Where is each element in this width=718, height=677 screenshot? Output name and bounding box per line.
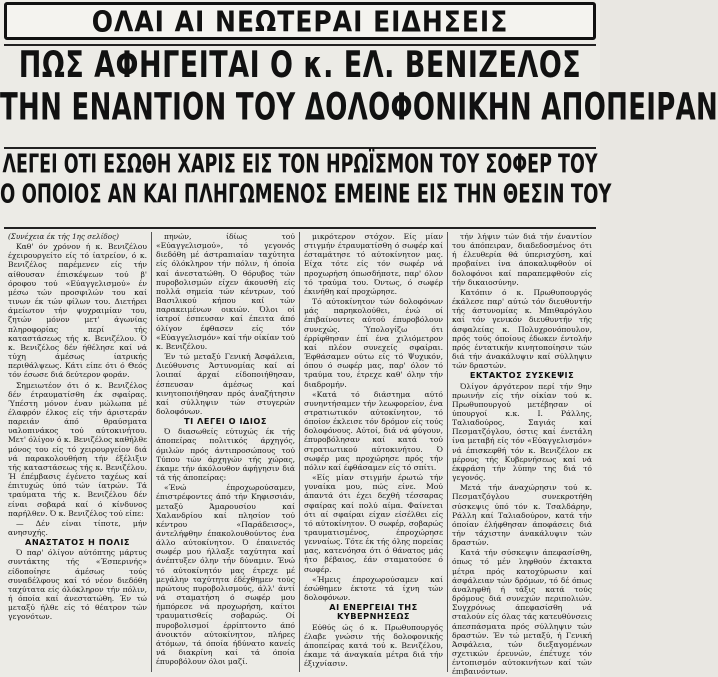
paragraph: Κατόπιν ό κ. Πρωθυπουργός έκάλεσε παρ' αύτώ τόν διευθυντήν τής άστυνομίας κ. Μπιθαρόγλου καί τόν γενικόν διευθυντήν τής άσφαλείας κ. Πολυχρονόπουλον, πρός τούς όποίους έδωκεν έντολήν πρός έντατικήν κινητοποίησιν τών διά τήν άνακάλυψιν καί σύλληψιν τών δραστών. xyxy=(452,287,592,371)
paragraph: «Κατά τό διάστημα αύτό συνηντήσαμεν τήν λεωφορείον, ένα στρατιωτικόν αύτοκίνητον, τό όποίον έκλεισε τόν δρόμον είς τούς δολοφόνους. Αύτοί, διά νά φύγουν, έπυροβόλησαν καί κατά τού στρατιωτικού αύτοκινήτου. Ό σωφέρ μας προχώρησε πρός τήν πόλιν καί έφθάσαμεν είς τό σπίτι. xyxy=(304,389,443,472)
section-heading: ΑΙ ΕΝΕΡΓΕΙΑΙ ΤΗΣ ΚΥΒΕΡΝΗΣΕΩΣ xyxy=(329,602,418,622)
paragraph: πηνών, ίδίως τού «Εύαγγελισμού», τό γεγονός διεδόθη μέ άστραπιαίαν ταχύτητα είς όλόκληρον τήν πόλιν, ή όποία καί άνεστατώθη. Ό θόρυβος τών πυροβολισμών είχεν άκουσθή είς πολλά σημεία τών κέντρων, τού Βασιλικού κήπου καί τών παρακειμένων οικιών. Όλοι οί ίατροί έσπευσαν καί έπειτα άπό όλίγον έφθασεν είς τόν «Εύαγγελισμόν» καί τήν οίκίαν τού κ. Βενιζέλου. xyxy=(156,232,295,351)
paragraph: Ό διασωθείς εύτυχώς έκ τής άποπείρας πολιτικός άρχηγός, όμιλών πρός άντιπροσώπους τού Τύπου τών άρχηγών τής χώρας, έκαμε τήν άκόλουθον άφήγησιν διά τά τής άποπείρας: xyxy=(156,427,295,483)
subheadline-line-2: Ο ΟΠΟΙΟΣ ΑΝ ΚΑΙ ΠΛΗΓΩΜΕΝΟΣ ΕΜΕΙΝΕ ΕΙΣ ΤΗΝ ΘΕΣΙΝ ΤΟΥ xyxy=(0,179,612,210)
article-column-3 xyxy=(300,232,448,672)
article-columns xyxy=(4,232,596,677)
section-heading: ΕΚΤΑΚΤΟΣ ΣΥΣΚΕΨΙΣ xyxy=(469,370,575,381)
article-column-4 xyxy=(448,232,596,677)
paragraph: Τό αύτοκίνητον τών δολοφόνων μάς παρηκολούθει, ένώ οί έπιβαίνοντες αύτού έπυροβόλουν συνεχώς. Ύπολογίζω ότι έρρίφθησαν έπί ένα χιλιόμετρον καί πλέον συνεχείς σφαίραι. Έφθάσαμεν ούτω είς τό Ψυχικόν, όπου ό σωφέρ μας, παρ' όλον τό τραύμα του, έτρεχε καθ' όλην τήν διαδρομήν. xyxy=(304,297,443,389)
paragraph: «Ήμεις έπροχωρούσαμεν καί έσώθημεν έκτοτε τά ίχνη τών δολοφόνων. xyxy=(304,574,443,603)
paragraph: Εύθύς ώς ό κ. Πρωθυπουργός έλαβε γνώσιν τής δολοφονικής άποπείρας κατά τού κ. Βενιζέλου, έκαμε τά άναγκαία μέτρα διά τήν έξιχνίασιν. xyxy=(304,622,443,669)
section-heading: ΤΙ ΛΕΓΕΙ Ο ΙΔΙΟΣ xyxy=(184,416,267,427)
section-heading: ΑΝΑΣΤΑΤΟΣ Η ΠΟΛΙΣ xyxy=(24,537,131,548)
paragraph: «Είς μίαν στιγμήν έρωτώ τήν γυναίκα μου, πώς είνε. Μού άπαντά ότι έχει δεχθή τέσσαρας σφαίρας καί πολύ αίμα. Φαίνεται ότι αί σφαίραι είχαν είσέλθει είς τό αύτοκίνητον. Ό σωφέρ, σοβαρώς τραυματισμένος, έπροχώρησε γενναίως. Τότε έκ τής όλης πορείας μας, κατενόησα ότι ό θάνατος μάς ήτο βέβαιος, έάν σταματούσε ό σωφέρ. xyxy=(304,473,443,574)
banner-title: ΟΛΑΙ ΑΙ ΝΕΩΤΕΡΑΙ ΕΙΔΗΣΕΙΣ xyxy=(91,4,509,38)
paragraph: Καθ' όν χρόνον ή κ. Βενιζέλου έχειρουργείτο είς τό ίατρείον, ό κ. Βενιζέλος παρέμενεν είς τήν αίθουσαν έπισκέψεων τού β' όροφου τού «Εύαγγελισμού» έν μέσω τών προσφιλών του καί τινων έκ τών φίλων του. Διετήρει άμείωτον τήν ψυχραιμίαν του, ζητών μόνον μετ' άγωνίας πληροφορίας περί τής καταστάσεως τής κ. Βενιζέλου. Ό κ. Βενιζέλος δέν ήθέλησε καί νά τύχη άμέσως ίατρικής περιθάλψεως. Κάτι είπε ότι ό Θεός τόν έσωσε διά δεύτερον φοράν. xyxy=(8,242,147,380)
paragraph: — Δέν είναι τίποτε, μήν ανησυχής. xyxy=(8,518,147,537)
paragraph: Μετά τήν άναχώρησιν τού κ. Πεσματζόγλου συνεκροτήθη σύσκεψις ύπό τόν κ. Τσαλδάρην, Ράλλη καί Ταλιαδούρον, κατά τήν όποίαν έλήφθησαν άποφάσεις διά τήν τάχιστην άνακάλυψιν τών δραστών. xyxy=(452,483,592,548)
article-column-2 xyxy=(152,232,300,672)
paragraph: «Ένώ έπροχωρούσαμεν, έπιστρέφοντες άπό τήν Κηφισσιάν, μεταξύ Άμαρουσίου καί Χαλανδρίου καί πλησίον τού κέντρου «Παράδεισος», άντελήφθην έπακολουθούντος ένα άλλο αύτοκίνητον. Ό έπαινετός σωφέρ μου ήλλαξε ταχύτητα καί άνέπτυξεν όλην τήν δύναμιν. Ένώ τό αύτοκίνητόν μας έτρεχε μέ μεγάλην ταχύτητα έδέχθημεν τούς πρώτους πυροβολισμούς, άλλ' άντί νά σταματήση ό σωφέρ μου ήμπόρεσε νά προχωρήση, καίτοι τραυματισθείς σοβαρώς. Οί πυροβολισμοί έρρίπτοντο άπό άνοικτόν αύτοκίνητον, πλήρες άτόμων, τά όποία ήδύνατο κανείς νά διακρίνη καί τά όποία έπυροβόλουν όλοι μαζί. xyxy=(156,483,295,667)
news-banner xyxy=(4,2,596,40)
paragraph: Έν τώ μεταξύ Γενική Άσφάλεια, Διεύθυνσις Άστυνομίας καί αί λοιπαί άρχαί είδοποιήθησαν, έσπευσαν άμέσως καί κινητοποιήθησαν πρός άναζήτησιν καί σύλληψιν τών στυγερών δολοφόνων. xyxy=(156,352,295,416)
paragraph: Σημειωτέον ότι ό κ. Βενιζέλος δέν έτραυματίσθη έκ σφαίρας. Ύπέστη μόνον έναν μώλωπα μέ έλαφρόν έλκος είς τήν άριστεράν παρειάν άπό θραύσματα υαλοπινάκος τού αύτοκινήτου. Μετ' όλίγον ό κ. Βενιζέλος καθήλθε μόνος του είς τό χειρουργείον διά νά παρακολουθήση τήν έξέλιξιν τής καταστάσεως τής κ. Βενιζέλου. Ή έπέμβασις έγένετο ταχέως καί έπιτυχώς ύπό τών ίατρών. Τά τραύματα τής κ. Βενιζέλου δέν είναι σοβαρά καί ό κίνδυνος παρήλθεν. Ό κ. Βενιζέλος τού είπε: xyxy=(8,380,147,518)
divider xyxy=(4,227,596,229)
paragraph: Κατά τήν σύσκεψιν άπεφασίσθη, όπως τό μέν ληφθούν έκτακτα μέτρα πρός κατοχύρωσιν καί άσφάλειαν τών δρόμων, τό δέ όπως άναληφθή ή τάξις κατά τούς δρόμους διά συνεχών περιπολιών. Συγχρόνως άπεφασίσθη νά σταλούν είς όλας τάς κατευθύνσεις άπεσπάσματα πρός σύλληψιν τών δραστών. Έν τώ μεταξύ, ή Γενική Άσφάλεια, τών διεξαγομένων σχετικών έρευνών, έπέτυχε τόν έντοπισμόν αύτοκινήτων καί τών έπιβαινόντων. xyxy=(452,548,592,677)
paragraph: μικρότερον στόχον. Είς μίαν στιγμήν έτραυματίσθη ό σωφέρ καί έσταμάτησε τό αύτοκίνητον μας. Είχα τότε είς τόν σωφέρ νά προχωρήση όπωσδήποτε, παρ' όλον τό τραύμα του. Όντως, ό σωφέρ έκινήθη καί προχώρησε. xyxy=(304,232,443,296)
paragraph: Όλίγον άργότερον περί τήν 9ην πρωινήν είς τήν οίκίαν τού κ. Πρωθυπουργού μετέβησαν οί ύπουργοί κ.κ. Ι. Ράλλης, Ταλιαδούρος, Σαγιάς καί Πεσματζόγλου, όστις καί ένετάλη ίνα μεταβή είς τόν «Εύαγγελισμόν» νά έπισκεφθή τόν κ. Βενιζέλον εκ μέρους τής Κυβερνήσεως καί νά έκφράση τήν λύπην της διά τό γεγονός. xyxy=(452,381,592,483)
paragraph: τήν λήψιν τών διά τήν έναντίον του άπόπειραν, διαδεδοσμένος ότι ή έλευθερία θά ύπερισχύση, καί προβαίνει ίνα άποκαλυφθούν οί δολοφόνοι καί παραπεμφθούν είς τήν δικαιοσύνην. xyxy=(452,232,592,287)
paragraph: Ό παρ' όλίγον αύτόπτης μάρτυς συντάκτης τής «Έσπερινής» είδοποίησε άμέσως τούς συναδέλφους καί τό νέον διεδόθη ταχύτατα είς όλόκληρον τήν πόλιν, ή όποία καί άνεστατώθη. Έν τώ μεταξύ ήλθε είς τό θέατρον τών γεγονότων. xyxy=(8,548,147,622)
headline-line-2: ΤΗΝ ΕΝΑΝΤΙΟΝ ΤΟΥ ΔΟΛΟΦΟΝΙΚΗΝ ΑΠΟΠΕΙΡΑΝ xyxy=(0,86,718,130)
article-column-1 xyxy=(4,232,152,672)
divider xyxy=(4,147,596,149)
subheadline-line-1: ΛΕΓΕΙ ΟΤΙ ΕΣΩΘΗ ΧΑΡΙΣ ΕΙΣ ΤΟΝ ΗΡΩΪΣΜΟΝ ΤΟΥ ΣΟΦΕΡ ΤΟΥ xyxy=(2,150,598,180)
continuation-note: (Συνέχεια έκ τής 1ης σελίδος) xyxy=(8,232,119,241)
headline-line-1: ΠΩΣ ΑΦΗΓΕΙΤΑΙ Ο κ. ΕΛ. ΒΕΝΙΖΕΛΟΣ xyxy=(18,44,582,87)
